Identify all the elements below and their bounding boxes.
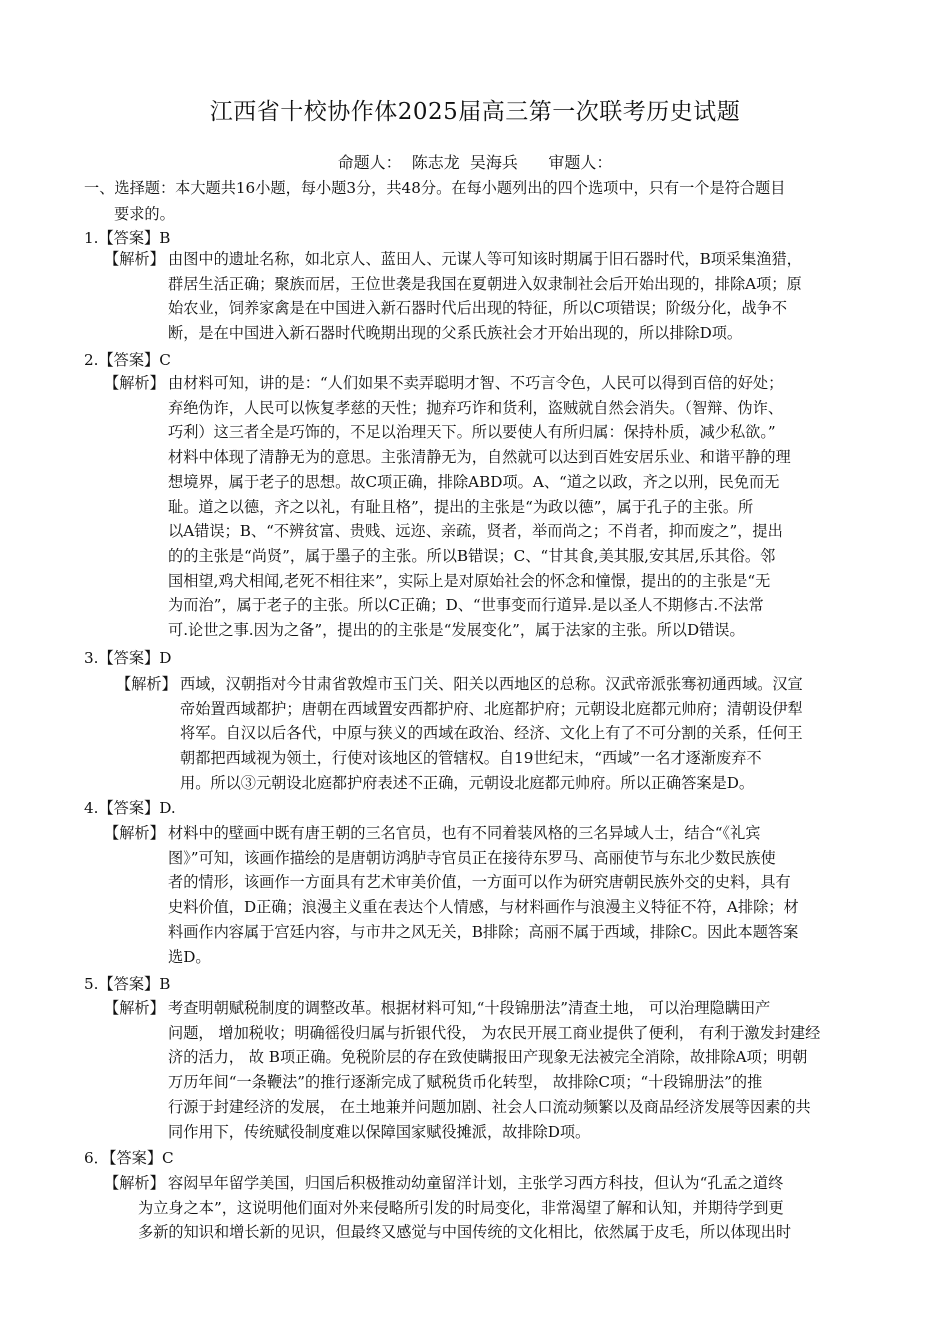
explanation-line: 同作用下，传统赋役制度难以保障国家赋役摊派，故排除D项。 — [168, 1122, 591, 1141]
explanation-line: 问题， 增加税收；明确徭役归属与折银代役， 为农民开展工商业提供了便利， 有利于激发封建经 — [168, 1023, 821, 1042]
explanation-line: 由图中的遗址名称，如北京人、蓝田人、元谋人等可知该时期属于旧石器时代，B项采集渔猎， — [168, 250, 802, 268]
explanation-line: 巧利）这三者全是巧饰的，不足以治理天下。所以要使人有所归属：保持朴质，减少私欲。” — [168, 423, 776, 442]
explanation-body — [138, 1171, 874, 1245]
explanation-tag: 【解析】 — [104, 999, 165, 1017]
explanation-line: 考查明朝赋税制度的调整改革。根据材料可知,“十段锦册法”清查土地， 可以治理隐瞒田产 — [168, 999, 771, 1017]
explanation-line: 材料中体现了清静无为的意思。主张清静无为，自然就可以达到百姓安居乐业、和谐平静的理 — [168, 448, 791, 467]
explanation-5 — [104, 996, 874, 1144]
explanation-tag: 【解析】 — [104, 1174, 165, 1192]
explanation-1 — [104, 247, 874, 346]
explanation-body — [168, 996, 874, 1144]
explanation-line: 为立身之本”，这说明他们面对外来侵略所引发的时局变化，非常渴望了解和认知，并期待学到更 — [138, 1198, 784, 1217]
explanation-line: 多新的知识和增长新的见识，但最终又感觉与中国传统的文化相比，依然属于皮毛，所以体现出时 — [138, 1223, 792, 1242]
explanation-3 — [116, 672, 874, 796]
explanation-line: 断，是在中国进入新石器时代晚期出现的父系氏族社会才开始出现的，所以排除D项。 — [168, 324, 743, 343]
answer-5: 5.【答案】B — [84, 975, 171, 993]
explanation-tag: 【解析】 — [104, 824, 165, 842]
explanation-2 — [104, 371, 874, 643]
explanation-6 — [104, 1171, 874, 1245]
explanation-line: 国相望,鸡犬相闻,老死不相往来”，实际上是对原始社会的怀念和憧憬，提出的的主张是“无 — [168, 571, 771, 590]
explanation-line: 万历年间“一条鞭法”的推行逐渐完成了赋税货币化转型， 故排除C项；“十段锦册法”的推 — [168, 1073, 763, 1092]
explanation-line: 史料价值，D正确；浪漫主义重在表达个人情感，与材料画作与浪漫主义特征不符，A排除；材 — [168, 898, 799, 917]
explanation-body — [168, 247, 874, 346]
explanation-line: 弃绝伪诈，人民可以恢复孝慈的天性；抛弃巧诈和货利，盗贼就自然会消失。（智辩、伪诈、 — [168, 398, 784, 417]
answer-1: 1.【答案】B — [84, 229, 171, 247]
answer-4: 4.【答案】D. — [84, 799, 176, 817]
explanation-tag: 【解析】 — [104, 250, 165, 268]
explanation-line: 群居生活正确；聚族而居，王位世袭是我国在夏朝进入奴隶制社会后开始出现的，排除A项；原 — [168, 274, 802, 293]
explanation-line: 以A错误；B、“不辨贫富、贵贱、远迩、亲疏，贤者，举而尚之；不肖者，抑而废之”，提出 — [168, 522, 783, 541]
explanation-line: 朝都把西域视为领土，行使对该地区的管辖权。自19世纪末，“西域”一名才逐渐废弃不 — [180, 749, 762, 768]
explanation-line: 由材料可知，讲的是：“人们如果不卖弄聪明才智、不巧言令色，人民可以得到百倍的好处； — [168, 374, 784, 392]
explanation-line: 的的主张是“尚贤”，属于墨子的主张。所以B错误；C、“甘其食,美其服,安其居,乐其俗。邻 — [168, 546, 776, 565]
authors-line: 命题人： 陈志龙 吴海兵 审题人： — [337, 153, 613, 172]
explanation-line: 帝始置西域都护；唐朝在西域置安西都护府、北庭都护府；元朝设北庭都元帅府；清朝设伊犁 — [180, 699, 803, 718]
explanation-line: 用。所以③元朝设北庭都护府表述不正确，元朝设北庭都元帅府。所以正确答案是D。 — [180, 773, 755, 792]
explanation-line: 济的活力， 故 B项正确。免税阶层的存在致使瞒报田产现象无法被完全消除，故排除A项；明朝 — [168, 1048, 808, 1067]
explanation-line: 想境界，属于老子的思想。故C项正确，排除ABD项。A、“道之以政，齐之以刑，民免而无 — [168, 472, 780, 491]
page-title: 江西省十校协作体2025届高三第一次联考历史试题 — [209, 99, 741, 125]
explanation-body — [168, 821, 874, 969]
explanation-line: 容闳早年留学美国，归国后积极推动幼童留洋计划，主张学习西方科技，但认为“孔孟之道终 — [168, 1174, 784, 1192]
explanation-line: 西域，汉朝指对今甘肃省敦煌市玉门关、阳关以西地区的总称。汉武帝派张骞初通西域。汉宣 — [180, 675, 803, 693]
explanation-body — [180, 672, 874, 796]
explanation-line: 料画作内容属于宫廷内容，与市井之风无关，B排除；高丽不属于西域，排除C。因此本题答案 — [168, 922, 799, 941]
explanation-tag: 【解析】 — [104, 374, 165, 392]
explanation-line: 将军。自汉以后各代，中原与狭义的西域在政治、经济、文化上有了不可分割的关系，任何王 — [180, 724, 803, 743]
explanation-line: 为而治”，属于老子的主张。所以C正确；D、“世事变而行道异.是以圣人不期修古.不法常 — [168, 596, 764, 615]
explanation-line: 始农业，饲养家禽是在中国进入新石器时代后出现的特征，所以C项错误；阶级分化，战争不 — [168, 299, 788, 318]
explanation-line: 可.论世之事.因为之备”，提出的的主张是“发展变化”，属于法家的主张。所以D错误。 — [168, 621, 745, 640]
explanation-line: 行源于封建经济的发展， 在土地兼并问题加剧、社会人口流动频繁以及商品经济发展等因素的共 — [168, 1097, 811, 1116]
section-heading-line-1: 一、选择题：本大题共16小题，每小题3分，共48分。在每小题列出的四个选项中，只有一个是符合题目 — [84, 179, 786, 197]
answer-3: 3.【答案】D — [84, 649, 172, 667]
answer-6: 6．【答案】C — [84, 1149, 174, 1167]
explanation-line: 图》”可知，该画作描绘的是唐朝访鸿胪寺官员正在接待东罗马、高丽使节与东北少数民族使 — [168, 848, 776, 867]
explanation-tag: 【解析】 — [116, 675, 177, 693]
section-heading — [84, 176, 874, 227]
explanation-line: 选D。 — [168, 947, 211, 966]
answer-2: 2.【答案】C — [84, 351, 171, 369]
section-heading-line-2: 要求的。 — [114, 204, 175, 223]
explanation-line: 者的情形，该画作一方面具有艺术审美价值，一方面可以作为研究唐朝民族外交的史料，具有 — [168, 873, 791, 892]
explanation-line: 耻。道之以德，齐之以礼，有耻且格”，提出的主张是“为政以德”，属于孔子的主张。所 — [168, 497, 754, 516]
explanation-body — [168, 371, 874, 643]
explanation-line: 材料中的壁画中既有唐王朝的三名官员，也有不同着装风格的三名异域人士，结合“《礼宾 — [168, 824, 761, 842]
explanation-4 — [104, 821, 874, 969]
